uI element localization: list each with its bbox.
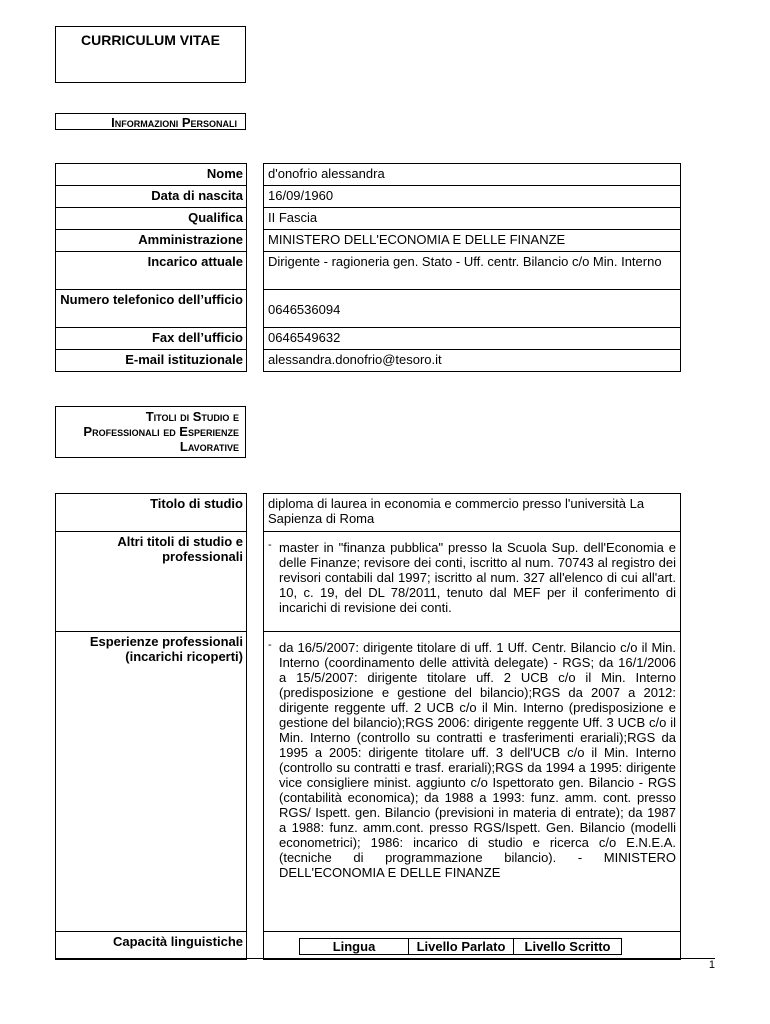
- field-label: Amministrazione: [56, 230, 247, 252]
- field-label: Altri titoli di studio e professionali: [56, 532, 247, 632]
- field-label: Titolo di studio: [56, 494, 247, 532]
- field-value: diploma di laurea in economia e commercio presso l'università La Sapienza di Roma: [264, 494, 681, 532]
- table-row: [56, 290, 681, 328]
- studies-table: [55, 493, 681, 960]
- languages-table: [299, 938, 622, 955]
- field-label: Esperienze professionali (incarichi ricoperti): [56, 632, 247, 932]
- field-value: d'onofrio alessandra: [264, 164, 681, 186]
- table-row: [56, 208, 681, 230]
- footer-rule: [55, 958, 715, 959]
- field-label: Fax dell’ufficio: [56, 328, 247, 350]
- list-item: [268, 640, 676, 880]
- table-row: [56, 632, 681, 932]
- column-header: Lingua: [300, 939, 409, 955]
- field-label: Incarico attuale: [56, 252, 247, 290]
- field-value: Dirigente - ragioneria gen. Stato - Uff. centr. Bilancio c/o Min. Interno: [264, 252, 681, 290]
- field-value: 16/09/1960: [264, 186, 681, 208]
- field-label: Capacità linguistiche: [56, 932, 247, 960]
- field-value: alessandra.donofrio@tesoro.it: [264, 350, 681, 372]
- column-header: Livello Parlato: [409, 939, 514, 955]
- column-header: Livello Scritto: [514, 939, 622, 955]
- field-value: master in "finanza pubblica" presso la Scuola Sup. dell'Economia e delle Finanze; revisore dei conti, iscritto al num. 70743 al registro dei revisori contabili dal 1997; iscritto al num. 327 all'elenco di cui all'art. 10, c. 19, del DL 78/2011, tenuto dal MEF per il conferimento di incarichi di revisione dei conti.: [279, 540, 676, 615]
- field-label: Qualifica: [56, 208, 247, 230]
- table-row: [56, 186, 681, 208]
- table-header-row: [300, 939, 622, 955]
- studies-section-header: [55, 406, 246, 458]
- field-value: da 16/5/2007: dirigente titolare di uff. 1 Uff. Centr. Bilancio c/o il Min. Interno (coordinamento delle attività delegate) - RGS; da 16/1/2006 a 15/5/2007: dirigente titolare uff. 2 UCB c/o il Min. Interno (predisposizione e gestione del bilancio);RGS da 2007 a 2012: dirigente reggente uff. 2 UCB c/o il Min. Interno (predisposizione e gestione del bilancio);RGS 2006: dirigente reggente Uff. 3 UCB c/o il Min. Interno (controllo su contratti e trasferimenti erariali);RGS da 1995 a 2005: dirigente titolare uff. 3 dell'UCB c/o il Min. Interno (controllo su contratti e trasf. erariali);RGS da 1994 a 1995: dirigente vice consigliere minist. aggiunto c/o Ispettorato gen. Bilancio - RGS (contabilità economica); da 1988 a 1993: funz. amm. cont. presso RGS/ Ispett. gen. Bilancio (previsioni in materia di entrate); da 1987 a 1988: funz. amm.cont. presso RGS/Ispett. Gen. Bilancio (modelli econometrici); 1986: incarico di studio e ricerca c/o E.N.E.A. (tecniche di programmazione bilancio). - MINISTERO DELL'ECONOMIA E DELLE FINANZE: [279, 640, 676, 880]
- field-label: E-mail istituzionale: [56, 350, 247, 372]
- field-value: MINISTERO DELL'ECONOMIA E DELLE FINANZE: [264, 230, 681, 252]
- bullet-dash: -: [268, 539, 272, 551]
- personal-info-table: [55, 163, 681, 372]
- cv-title-box: [55, 26, 246, 83]
- table-row: [56, 532, 681, 632]
- table-row: [56, 230, 681, 252]
- studies-section-title: Titoli di Studio e Professionali ed Esperienze Lavorative: [83, 409, 239, 454]
- table-row: [56, 494, 681, 532]
- field-label: Numero telefonico dell’ufficio: [56, 290, 247, 328]
- table-row: [56, 350, 681, 372]
- field-value: 0646549632: [264, 328, 681, 350]
- bullet-dash: -: [268, 639, 272, 651]
- table-row: [56, 328, 681, 350]
- field-label: Data di nascita: [56, 186, 247, 208]
- list-item: [268, 540, 676, 615]
- table-row: [56, 932, 681, 960]
- field-label: Nome: [56, 164, 247, 186]
- personal-section-header: [55, 113, 246, 130]
- table-row: [56, 252, 681, 290]
- field-value: 0646536094: [264, 290, 681, 328]
- page-number: 1: [708, 959, 715, 971]
- cv-title: CURRICULUM VITAE: [81, 32, 220, 48]
- field-value: II Fascia: [264, 208, 681, 230]
- personal-section-title: Informazioni Personali: [111, 115, 237, 130]
- table-row: [56, 164, 681, 186]
